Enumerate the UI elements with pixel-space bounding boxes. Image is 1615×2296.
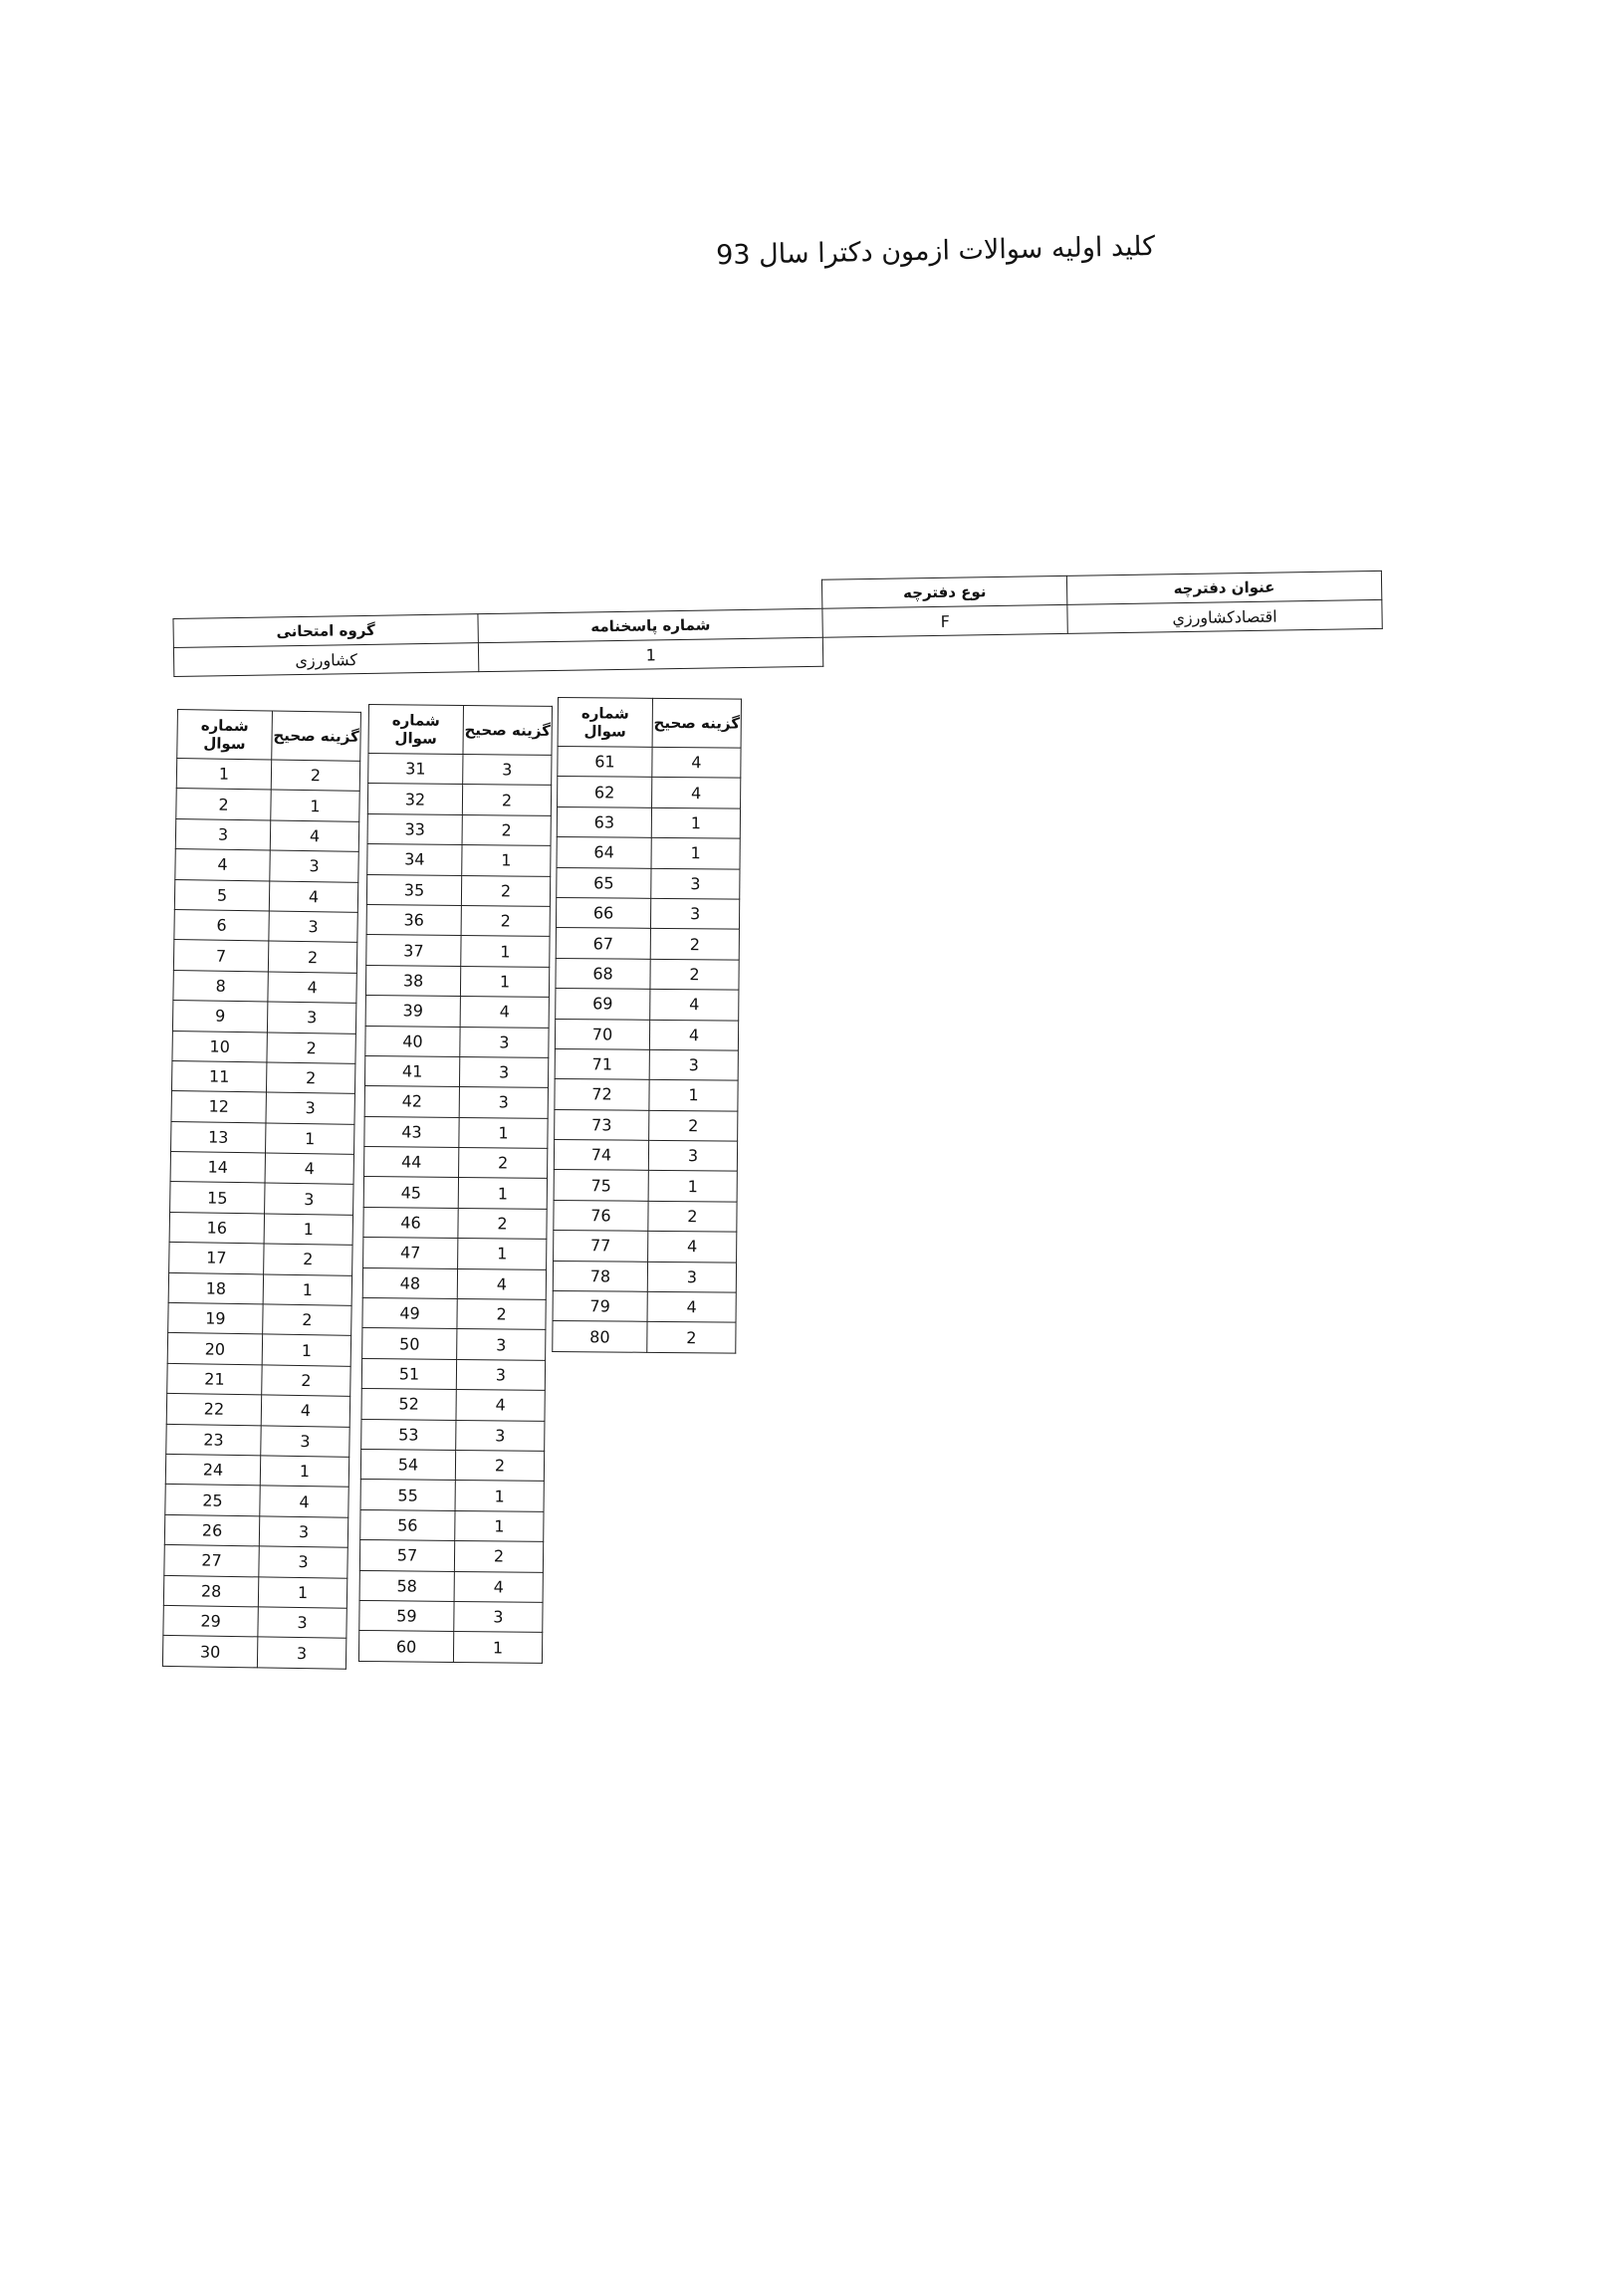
- correct-option: 3: [259, 1546, 347, 1578]
- answer-row: [556, 958, 739, 990]
- answer-row: [174, 879, 357, 912]
- correct-option: 4: [649, 1020, 738, 1050]
- answer-row: [368, 754, 552, 786]
- answer-row: [359, 1600, 543, 1632]
- answer-row: [555, 1079, 738, 1111]
- answer-row: [172, 1031, 355, 1063]
- question-number: 47: [363, 1238, 458, 1268]
- answer-key-table-2: [358, 704, 553, 1664]
- correct-option: 1: [258, 1576, 346, 1608]
- question-number-header: شماره سوال: [558, 698, 652, 748]
- question-number: 9: [172, 1001, 267, 1033]
- correct-option: 3: [456, 1359, 545, 1390]
- correct-option-header: گزینه صحیح: [463, 706, 553, 756]
- correct-option: 4: [268, 972, 356, 1004]
- question-number: 76: [554, 1200, 648, 1231]
- question-number: 73: [555, 1109, 649, 1140]
- question-number: 78: [553, 1261, 647, 1291]
- answer-row: [364, 1055, 548, 1087]
- question-number: 71: [555, 1048, 649, 1079]
- answer-row: [165, 1454, 348, 1487]
- correct-option: 3: [459, 1056, 548, 1087]
- question-number: 55: [360, 1480, 455, 1510]
- correct-option: 4: [460, 997, 549, 1028]
- question-number: 46: [363, 1207, 458, 1238]
- correct-option: 3: [460, 1027, 549, 1057]
- answer-row: [362, 1267, 546, 1299]
- answer-row: [555, 1048, 738, 1080]
- answer-row: [557, 867, 740, 899]
- question-number: 18: [168, 1272, 263, 1304]
- answer-row: [359, 1570, 543, 1602]
- correct-option: 1: [455, 1510, 544, 1541]
- question-number: 14: [170, 1152, 265, 1184]
- correct-option: 3: [270, 850, 358, 882]
- correct-option: 1: [460, 966, 549, 997]
- question-number: 12: [171, 1091, 266, 1123]
- correct-option: 4: [260, 1486, 348, 1517]
- answer-row: [556, 897, 739, 929]
- question-number-header: شماره سوال: [368, 705, 464, 755]
- correct-option: 3: [456, 1420, 545, 1451]
- info-spacer: [823, 633, 1068, 666]
- question-number: 77: [554, 1231, 648, 1262]
- question-number: 10: [172, 1031, 267, 1062]
- answer-row: [365, 1026, 549, 1057]
- answer-row: [166, 1394, 349, 1427]
- question-number: 29: [163, 1605, 258, 1637]
- answer-row: [176, 759, 359, 792]
- question-number: 11: [171, 1060, 266, 1092]
- question-number: 74: [554, 1140, 648, 1171]
- correct-option: 3: [463, 754, 552, 785]
- correct-option: 3: [266, 1092, 354, 1124]
- correct-option: 3: [267, 1002, 355, 1033]
- question-number: 25: [165, 1485, 260, 1516]
- correct-option: 2: [459, 1148, 548, 1179]
- question-number: 21: [167, 1363, 262, 1395]
- answer-row: [170, 1182, 353, 1215]
- question-number: 72: [555, 1079, 649, 1110]
- info-spacer: [1067, 628, 1383, 662]
- question-number: 31: [368, 754, 463, 785]
- correct-option: 2: [263, 1304, 351, 1336]
- question-number: 27: [164, 1545, 259, 1577]
- question-number-header: شماره سوال: [177, 710, 273, 760]
- question-number: 67: [556, 928, 650, 959]
- answer-row: [556, 928, 739, 960]
- correct-option: 1: [649, 1080, 738, 1111]
- answer-row: [557, 837, 740, 869]
- answer-row: [171, 1121, 354, 1154]
- answer-row: [358, 1631, 542, 1663]
- answer-row: [169, 1243, 352, 1275]
- correct-option: 2: [461, 905, 550, 936]
- answer-row: [364, 1116, 548, 1148]
- answer-row: [165, 1485, 348, 1517]
- correct-option: 1: [462, 845, 551, 876]
- question-number: 5: [174, 879, 269, 911]
- correct-option: 3: [454, 1601, 543, 1632]
- correct-option: 2: [650, 959, 739, 990]
- correct-option: 1: [651, 807, 740, 838]
- answer-row: [175, 849, 358, 882]
- answer-row: [360, 1480, 544, 1511]
- answer-row: [164, 1545, 347, 1578]
- question-number: 26: [164, 1514, 259, 1546]
- correct-option: 2: [461, 875, 550, 906]
- answer-row: [364, 1147, 548, 1179]
- correct-option: 2: [266, 1062, 354, 1094]
- answer-row: [169, 1212, 352, 1245]
- exam-group-label: گروه امتحانی: [173, 614, 478, 648]
- correct-option: 3: [647, 1262, 736, 1292]
- question-number: 7: [173, 940, 268, 972]
- question-number: 32: [367, 784, 462, 814]
- question-number: 56: [360, 1509, 455, 1540]
- correct-option: 3: [651, 868, 740, 899]
- question-number: 19: [168, 1302, 263, 1334]
- correct-option: 2: [462, 785, 551, 815]
- answer-row: [367, 784, 551, 815]
- answer-row: [361, 1358, 545, 1390]
- correct-option: 1: [266, 1123, 354, 1155]
- answer-row: [557, 806, 740, 838]
- answer-row: [366, 935, 550, 967]
- answer-row: [162, 1636, 346, 1669]
- question-number: 61: [558, 747, 652, 778]
- answer-row: [554, 1140, 737, 1172]
- answer-row: [163, 1575, 346, 1608]
- question-number: 39: [365, 996, 460, 1027]
- page-title: کلید اولیه سوالات ازمون دکترا سال 93: [715, 231, 1156, 272]
- correct-option: 3: [261, 1426, 349, 1458]
- question-number: 4: [175, 849, 270, 881]
- answer-row: [176, 789, 359, 821]
- correct-option: 2: [264, 1244, 352, 1275]
- answer-row: [167, 1363, 350, 1396]
- answer-row: [170, 1152, 353, 1185]
- answer-row: [553, 1261, 736, 1292]
- correct-option: 3: [265, 1183, 353, 1215]
- question-number: 1: [176, 759, 271, 791]
- question-number: 41: [364, 1055, 459, 1086]
- question-number: 49: [362, 1298, 457, 1329]
- question-number: 80: [553, 1321, 647, 1352]
- question-number: 3: [175, 818, 270, 850]
- question-number: 23: [166, 1424, 261, 1456]
- question-number: 43: [364, 1116, 459, 1147]
- question-number: 22: [166, 1394, 261, 1426]
- answer-row: [168, 1272, 351, 1305]
- correct-option: 3: [649, 1049, 738, 1080]
- correct-option: 1: [458, 1239, 547, 1269]
- question-number: 37: [366, 935, 461, 966]
- answer-row: [365, 996, 549, 1028]
- answer-key-table-3: [552, 697, 742, 1353]
- correct-option: 1: [648, 1171, 737, 1202]
- correct-option: 1: [651, 837, 740, 868]
- correct-option: 1: [459, 1117, 548, 1148]
- answer-row: [171, 1091, 354, 1124]
- answer-row: [553, 1291, 736, 1323]
- question-number: 65: [557, 867, 651, 898]
- correct-option: 2: [462, 814, 551, 845]
- question-number: 52: [361, 1389, 456, 1420]
- answer-row: [366, 874, 550, 906]
- correct-option: 3: [650, 898, 739, 929]
- answer-row: [360, 1509, 544, 1541]
- correct-option: 1: [455, 1481, 544, 1511]
- question-number: 20: [167, 1333, 262, 1365]
- answer-row: [363, 1177, 547, 1209]
- booklet-title-value: اقتصادکشاورزي: [1067, 599, 1383, 633]
- answer-row: [556, 989, 739, 1021]
- question-number: 2: [176, 789, 271, 820]
- question-number: 53: [361, 1419, 456, 1450]
- answer-row: [359, 1540, 543, 1572]
- correct-option: 1: [453, 1632, 542, 1663]
- answer-row: [366, 904, 550, 936]
- correct-option: 4: [454, 1571, 543, 1602]
- question-number: 42: [364, 1086, 459, 1117]
- correct-option: 4: [652, 778, 741, 808]
- answer-row: [167, 1333, 350, 1366]
- answer-row: [171, 1060, 354, 1093]
- correct-option: 1: [458, 1178, 547, 1209]
- correct-option: 2: [647, 1322, 736, 1353]
- answer-sheet-label: شماره پاسخنامه: [478, 608, 823, 642]
- correct-option: 4: [261, 1395, 349, 1427]
- question-number: 68: [556, 958, 650, 989]
- answer-key-header-row: [177, 710, 361, 762]
- answer-key-header-row: [368, 705, 553, 756]
- question-number: 51: [361, 1358, 456, 1389]
- correct-option: 1: [263, 1274, 351, 1306]
- answer-row: [553, 1321, 736, 1353]
- answer-row: [175, 818, 358, 851]
- question-number: 38: [365, 965, 460, 996]
- question-number: 54: [360, 1449, 455, 1480]
- correct-option: 3: [257, 1637, 346, 1669]
- correct-option: 2: [262, 1365, 350, 1397]
- correct-option: 3: [648, 1140, 737, 1171]
- question-number: 57: [359, 1540, 454, 1571]
- correct-option: 2: [268, 941, 356, 973]
- correct-option: 3: [259, 1516, 347, 1548]
- booklet-info-table: [172, 571, 1383, 677]
- answer-row: [362, 1298, 546, 1330]
- booklet-type-value: F: [822, 604, 1067, 637]
- correct-option: 1: [262, 1334, 350, 1366]
- answer-row: [361, 1419, 545, 1451]
- answer-key-header-row: [558, 698, 741, 749]
- answer-row: [365, 965, 549, 997]
- answer-row: [367, 844, 551, 876]
- correct-option: 4: [265, 1153, 353, 1185]
- correct-option: 2: [267, 1032, 355, 1063]
- question-number: 79: [553, 1291, 647, 1322]
- question-number: 28: [163, 1575, 258, 1607]
- answer-row: [361, 1389, 545, 1421]
- question-number: 50: [362, 1328, 457, 1359]
- question-number: 6: [174, 909, 269, 941]
- answer-row: [163, 1605, 346, 1638]
- correct-option: 4: [650, 989, 739, 1020]
- question-number: 34: [367, 844, 462, 875]
- question-number: 63: [557, 806, 651, 837]
- answer-row: [173, 970, 356, 1003]
- question-number: 58: [359, 1570, 454, 1601]
- answer-row: [363, 1207, 547, 1239]
- answer-row: [172, 1001, 355, 1033]
- answer-row: [555, 1109, 738, 1141]
- correct-option: 3: [258, 1607, 346, 1639]
- correct-option: 3: [457, 1329, 546, 1360]
- correct-option: 4: [270, 820, 358, 852]
- correct-option: 1: [260, 1456, 348, 1488]
- correct-option: 1: [264, 1214, 352, 1246]
- question-number: 24: [165, 1454, 260, 1486]
- correct-option: 2: [454, 1541, 543, 1572]
- answer-row: [363, 1238, 547, 1269]
- correct-option: 2: [271, 760, 359, 792]
- correct-option: 2: [455, 1450, 544, 1481]
- answer-sheet-value: 1: [478, 637, 823, 671]
- correct-option: 2: [457, 1298, 546, 1329]
- question-number: 62: [558, 777, 652, 807]
- correct-option: 4: [648, 1232, 737, 1263]
- answer-row: [367, 813, 551, 845]
- question-number: 48: [362, 1267, 457, 1298]
- answer-row: [364, 1086, 548, 1118]
- question-number: 8: [173, 970, 268, 1002]
- answer-row: [168, 1302, 351, 1335]
- answer-row: [166, 1424, 349, 1457]
- question-number: 59: [359, 1600, 454, 1631]
- answer-row: [164, 1514, 347, 1547]
- correct-option: 1: [461, 936, 550, 967]
- question-number: 45: [363, 1177, 458, 1208]
- correct-option: 2: [650, 929, 739, 960]
- answer-row: [554, 1231, 737, 1263]
- answer-row: [173, 940, 356, 973]
- question-number: 60: [358, 1631, 453, 1662]
- correct-option: 2: [458, 1208, 547, 1239]
- answer-row: [362, 1328, 546, 1360]
- question-number: 40: [365, 1026, 460, 1056]
- correct-option: 4: [457, 1268, 546, 1299]
- question-number: 35: [366, 874, 461, 905]
- question-number: 69: [556, 989, 650, 1020]
- answer-row: [558, 747, 741, 779]
- correct-option: 3: [269, 911, 357, 943]
- correct-option: 4: [652, 747, 741, 778]
- answer-row: [360, 1449, 544, 1481]
- correct-option: 4: [647, 1291, 736, 1322]
- question-number: 15: [170, 1182, 265, 1214]
- question-number: 66: [556, 897, 650, 928]
- booklet-type-label: نوع دفترچه: [822, 575, 1067, 608]
- answer-row: [558, 777, 741, 808]
- question-number: 36: [366, 904, 461, 935]
- question-number: 13: [171, 1121, 266, 1153]
- correct-option: 2: [648, 1201, 737, 1232]
- correct-option: 2: [649, 1110, 738, 1141]
- question-number: 16: [169, 1212, 264, 1244]
- correct-option-header: گزینه صحیح: [652, 698, 741, 748]
- question-number: 17: [169, 1243, 264, 1274]
- question-number: 33: [367, 813, 462, 844]
- correct-option-header: گزینه صحیح: [272, 711, 361, 761]
- correct-option: 3: [459, 1087, 548, 1118]
- answer-row: [555, 1019, 738, 1050]
- correct-option: 1: [271, 790, 359, 821]
- answer-key-table-1: [162, 709, 361, 1670]
- booklet-title-label: عنوان دفترچه: [1066, 571, 1382, 604]
- question-number: 44: [364, 1147, 459, 1178]
- question-number: 64: [557, 837, 651, 868]
- question-number: 30: [162, 1636, 257, 1668]
- question-number: 75: [554, 1170, 648, 1201]
- exam-group-value: کشاورزی: [173, 643, 478, 677]
- correct-option: 4: [456, 1390, 545, 1421]
- answer-row: [554, 1200, 737, 1232]
- answer-row: [174, 909, 357, 942]
- correct-option: 4: [269, 881, 357, 913]
- question-number: 70: [555, 1019, 649, 1049]
- answer-row: [554, 1170, 737, 1202]
